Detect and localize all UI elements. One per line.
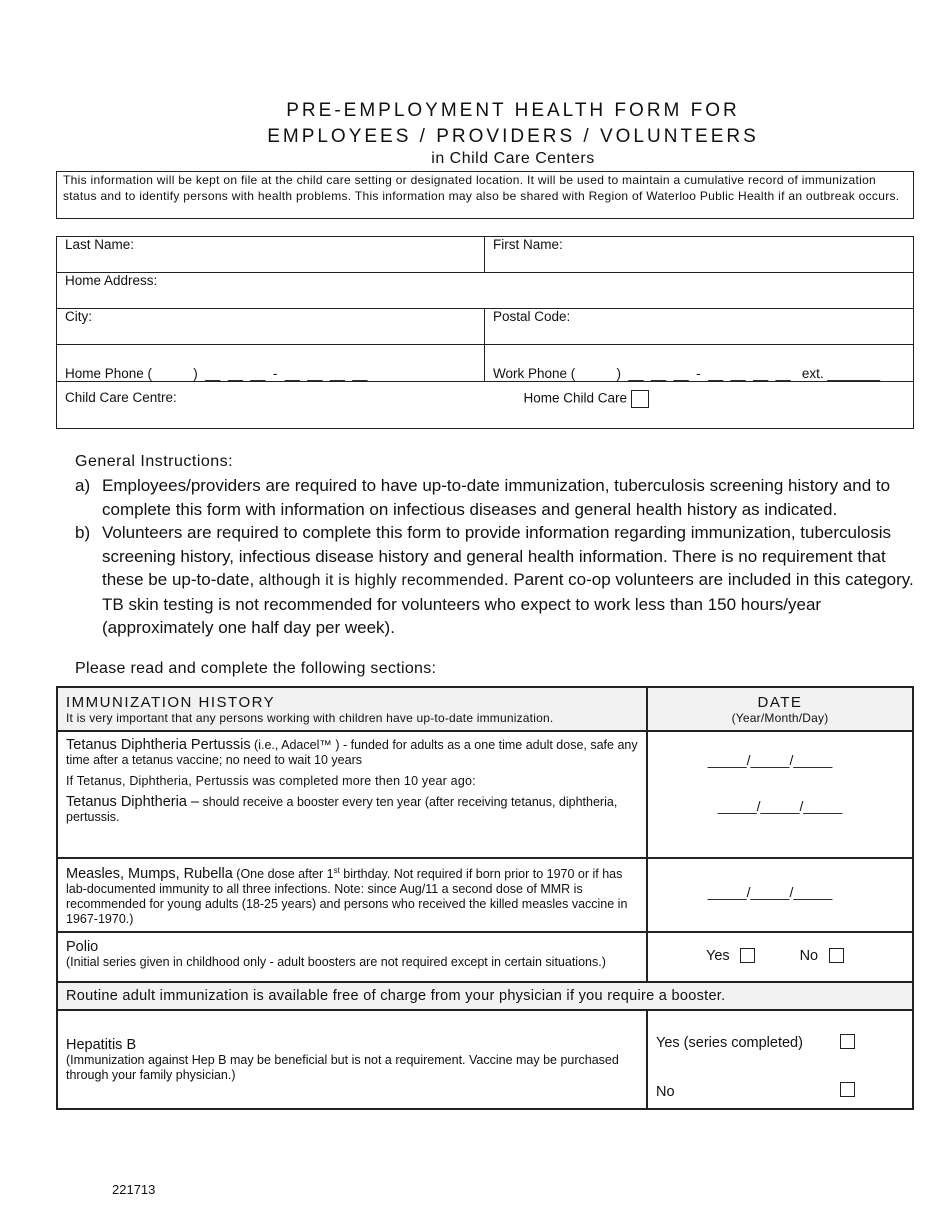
polio-answer-cell	[647, 932, 913, 982]
form-title-line1: PRE-EMPLOYMENT HEALTH FORM FOR	[286, 100, 740, 121]
date-title: DATE	[757, 694, 803, 711]
polio-no-checkbox[interactable]	[829, 948, 844, 963]
instruction-text: Volunteers are required to complete this form to provide information regarding immunization, tuberculosis screening history, infectious disease history and general health information. There is no requirement that these be up-to-date, although it is highly recommended. Parent co-op volunteers are included in this category. TB skin testing is not recommended for volunteers who expect to work less than 150 hours/year (approximately one half day per week).	[102, 523, 914, 637]
tdap-date-input[interactable]: _____/_____/_____	[707, 752, 833, 768]
home-phone-label: Home Phone ( ) __ __ __ - __ __ __ __	[65, 366, 368, 381]
general-instructions-heading: General Instructions:	[75, 453, 234, 470]
first-name-field[interactable]	[485, 237, 914, 273]
hepb-description: (Immunization against Hep B may be beneficial but is not a requirement. Vaccine may be purchased through your family physician.)	[66, 1053, 619, 1082]
form-title-line2: EMPLOYEES / PROVIDERS / VOLUNTEERS	[267, 126, 759, 147]
instruction-item	[75, 521, 915, 640]
mmr-date-cell	[647, 858, 913, 932]
tetanus-date-cell	[647, 731, 913, 858]
immunization-history-subtitle: It is very important that any persons working with children have up-to-date immunization.	[66, 711, 554, 725]
city-field[interactable]	[57, 309, 485, 345]
home-address-field[interactable]	[57, 273, 914, 309]
polio-description: (Initial series given in childhood only - adult boosters are not required except in certain situations.)	[66, 955, 606, 969]
city-label: City:	[65, 309, 92, 324]
td-description: should receive a booster every ten year (after receiving tetanus, diphtheria, pertussis.	[66, 795, 618, 824]
child-care-centre-label: Child Care Centre:	[65, 390, 177, 405]
immunization-table	[56, 686, 914, 1110]
date-header	[647, 687, 913, 731]
mmr-description: birthday. Not required if born prior to 1970 or if has lab-documented immunity to all three infections. Note: since Aug/11 a second dose of MMR is recommended for young adults (18-25 years) and persons who received the killed measles vaccine in 1967-1970.)	[66, 867, 628, 927]
form-subtitle: in Child Care Centers	[431, 150, 595, 167]
work-phone-field[interactable]	[485, 345, 914, 382]
mmr-name: Measles, Mumps, Rubella	[66, 866, 233, 883]
hepb-name: Hepatitis B	[66, 1037, 137, 1053]
td-date-input[interactable]: _____/_____/_____	[717, 798, 843, 814]
home-child-care-label: Home Child Care	[523, 390, 628, 406]
hepatitis-b-row	[57, 1010, 647, 1109]
home-phone-field[interactable]	[57, 345, 485, 382]
home-child-care-checkbox[interactable]	[631, 390, 649, 408]
mmr-date-input[interactable]: _____/_____/_____	[707, 884, 833, 900]
tetanus-row	[57, 731, 647, 858]
last-name-label: Last Name:	[65, 237, 135, 252]
general-instructions-list	[75, 474, 915, 640]
polio-row	[57, 932, 647, 982]
home-address-label: Home Address:	[65, 273, 158, 288]
privacy-notice: This information will be kept on file at the child care setting or designated location. It will be used to maintain a cumulative record of immunization status and to identify persons with health problems. This information may also be shared with Region of Waterloo Public Health if an outbreak occurs.	[56, 171, 914, 219]
please-read-heading: Please read and complete the following sections:	[75, 660, 437, 677]
hepb-yes-checkbox[interactable]	[840, 1034, 855, 1049]
polio-yes-checkbox[interactable]	[740, 948, 755, 963]
instruction-letter: a)	[75, 476, 91, 495]
hepb-yes-label: Yes (series completed)	[656, 1035, 803, 1051]
hepb-no-checkbox[interactable]	[840, 1082, 855, 1097]
form-code: 221713	[112, 1182, 156, 1197]
instruction-text: Employees/providers are required to have up-to-date immunization, tuberculosis screening history and to complete this form with information on infectious diseases and general health history as indicated.	[102, 476, 891, 519]
immunization-history-title: IMMUNIZATION HISTORY	[66, 694, 276, 711]
last-name-field[interactable]	[57, 237, 485, 273]
immunization-header	[57, 687, 647, 731]
polio-name: Polio	[66, 939, 99, 955]
instruction-item	[75, 474, 915, 521]
postal-code-label: Postal Code:	[493, 309, 571, 324]
routine-immunization-note: Routine adult immunization is available free of charge from your physician if you require a booster.	[57, 982, 913, 1010]
mmr-row: Measles, Mumps, Rubella (One dose after 1st birthday. Not required if born prior to 1970 or if has lab-documented immunity to all three infections. Note: since Aug/11 a second dose of MMR is recommended for young adults (18-25 years) and persons who received the killed measles vaccine in 1967-1970.)	[57, 858, 647, 932]
hepb-no-label: No	[656, 1084, 675, 1100]
polio-yes-label: Yes	[706, 948, 730, 964]
work-phone-label: Work Phone ( ) __ __ __ - __ __ __ __ ext. _______	[493, 366, 880, 381]
first-name-label: First Name:	[493, 237, 563, 252]
tdap-note: If Tetanus, Diphtheria, Pertussis was completed more then 10 year ago:	[66, 774, 476, 788]
tdap-name: Tetanus Diphtheria Pertussis	[66, 737, 251, 753]
postal-code-field[interactable]	[485, 309, 914, 345]
tdap-description: (i.e., Adacel™ ) - funded for adults as a one time adult dose, safe any time after a tetanus vaccine; no need to wait 10 years	[66, 738, 638, 767]
hepb-answer-cell	[647, 1010, 913, 1109]
td-name: Tetanus Diphtheria –	[66, 794, 199, 810]
personal-info-table	[56, 236, 914, 429]
instruction-letter: b)	[75, 523, 91, 542]
date-subtitle: (Year/Month/Day)	[731, 711, 829, 725]
polio-no-label: No	[799, 948, 819, 964]
